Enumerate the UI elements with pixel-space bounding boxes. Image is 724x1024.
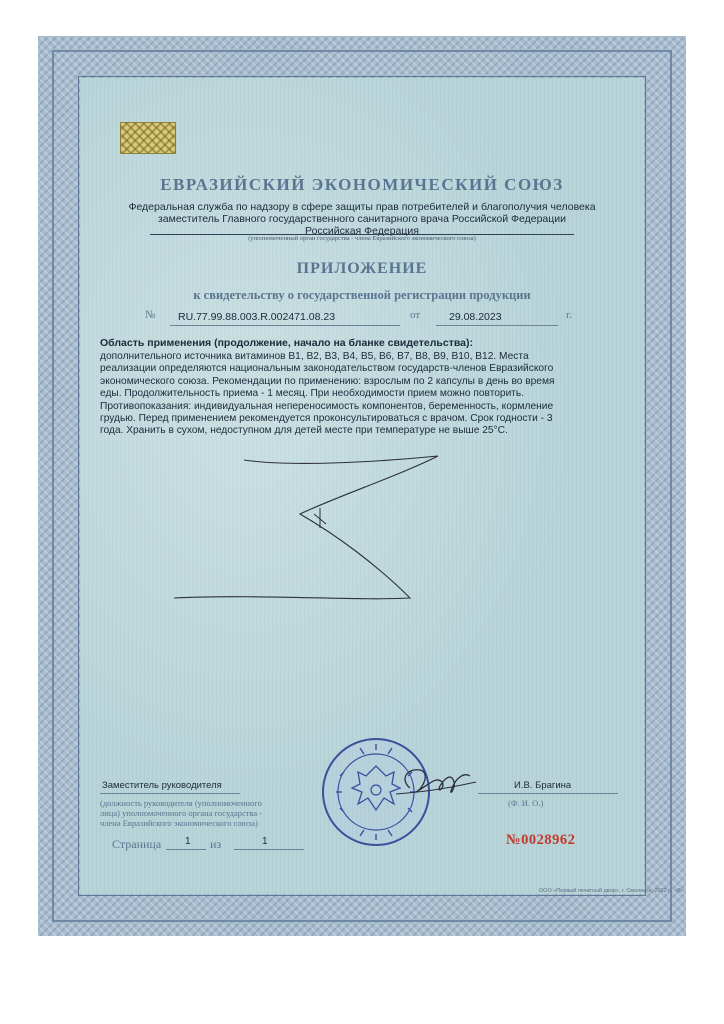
signatory-role: Заместитель руководителя bbox=[102, 780, 222, 791]
page-total: 1 bbox=[262, 836, 268, 847]
name-underline bbox=[478, 793, 618, 794]
year-label: г. bbox=[566, 309, 573, 321]
fio-caption: (Ф. И. О.) bbox=[508, 798, 544, 808]
union-title: ЕВРАЗИЙСКИЙ ЭКОНОМИЧЕСКИЙ СОЮЗ bbox=[160, 175, 564, 194]
number-label: № bbox=[145, 309, 156, 321]
position-caption-line: (должность руководителя (уполномоченного bbox=[100, 798, 262, 808]
appendix-title: ПРИЛОЖЕНИЕ bbox=[296, 260, 428, 277]
page-number: 1 bbox=[185, 836, 191, 847]
scope-title: Область применения (продолжение, начало на бланке свидетельства): bbox=[100, 337, 473, 349]
position-caption-line: члена Евразийского экономического союза) bbox=[100, 818, 258, 828]
certificate-date: 29.08.2023 bbox=[449, 311, 502, 323]
signatory-name: И.В. Брагина bbox=[514, 780, 572, 791]
position-caption bbox=[100, 798, 320, 828]
position-caption-line: лица) уполномоченного органа государства - bbox=[100, 808, 263, 818]
page-of-label: из bbox=[210, 837, 222, 851]
authority-line: Российская Федерация bbox=[305, 225, 419, 237]
scope-line: экономического союза. Рекомендации по применению: взрослым по 2 капсулы в день во время bbox=[100, 375, 555, 387]
scope-line: грудью. Перед применением рекомендуется проконсультироваться с врачом. Срок годности - 3 bbox=[100, 413, 553, 425]
appendix-subtitle: к свидетельству о государственной регистрации продукции bbox=[193, 288, 531, 302]
authority-line: заместитель Главного государственного санитарного врача Российской Федерации bbox=[157, 213, 567, 225]
page-label: Страница bbox=[112, 837, 162, 851]
certificate-sheet bbox=[38, 36, 686, 936]
scope-line: реализации определяются национальным законодательством государств-членов Евразийского bbox=[100, 363, 554, 375]
scope-line: Противопоказания: индивидуальная непереносимость компонентов, беременность, кормление bbox=[100, 400, 554, 412]
form-serial-number: №0028962 bbox=[506, 832, 576, 848]
scope-line: года. Хранить в сухом, недоступном для детей месте при температуре не выше 25°С. bbox=[100, 425, 508, 437]
date-from-label: от bbox=[410, 309, 421, 321]
scope-line: дополнительного источника витаминов В1, В2, В3, В4, В5, В6, В7, В8, В9, В10, В12. Места bbox=[100, 351, 529, 362]
handwritten-signature bbox=[390, 758, 480, 808]
printer-imprint: ООО «Первый печатный двор», г. Смоленск, 2022 г., «В» bbox=[538, 888, 684, 894]
authority-caption: (уполномоченный орган государства - члена Евразийского экономического союза) bbox=[248, 235, 476, 242]
page-number-underline bbox=[166, 849, 206, 850]
authority-line: Федеральная служба по надзору в сфере защиты прав потребителей и благополучия человека bbox=[128, 201, 596, 213]
certificate-number: RU.77.99.88.003.R.002471.08.23 bbox=[178, 311, 336, 323]
scope-line: еды. Продолжительность приема - 1 месяц. При необходимости прием можно повторить. bbox=[100, 388, 525, 400]
role-underline bbox=[100, 793, 240, 794]
page-total-underline bbox=[234, 849, 304, 850]
